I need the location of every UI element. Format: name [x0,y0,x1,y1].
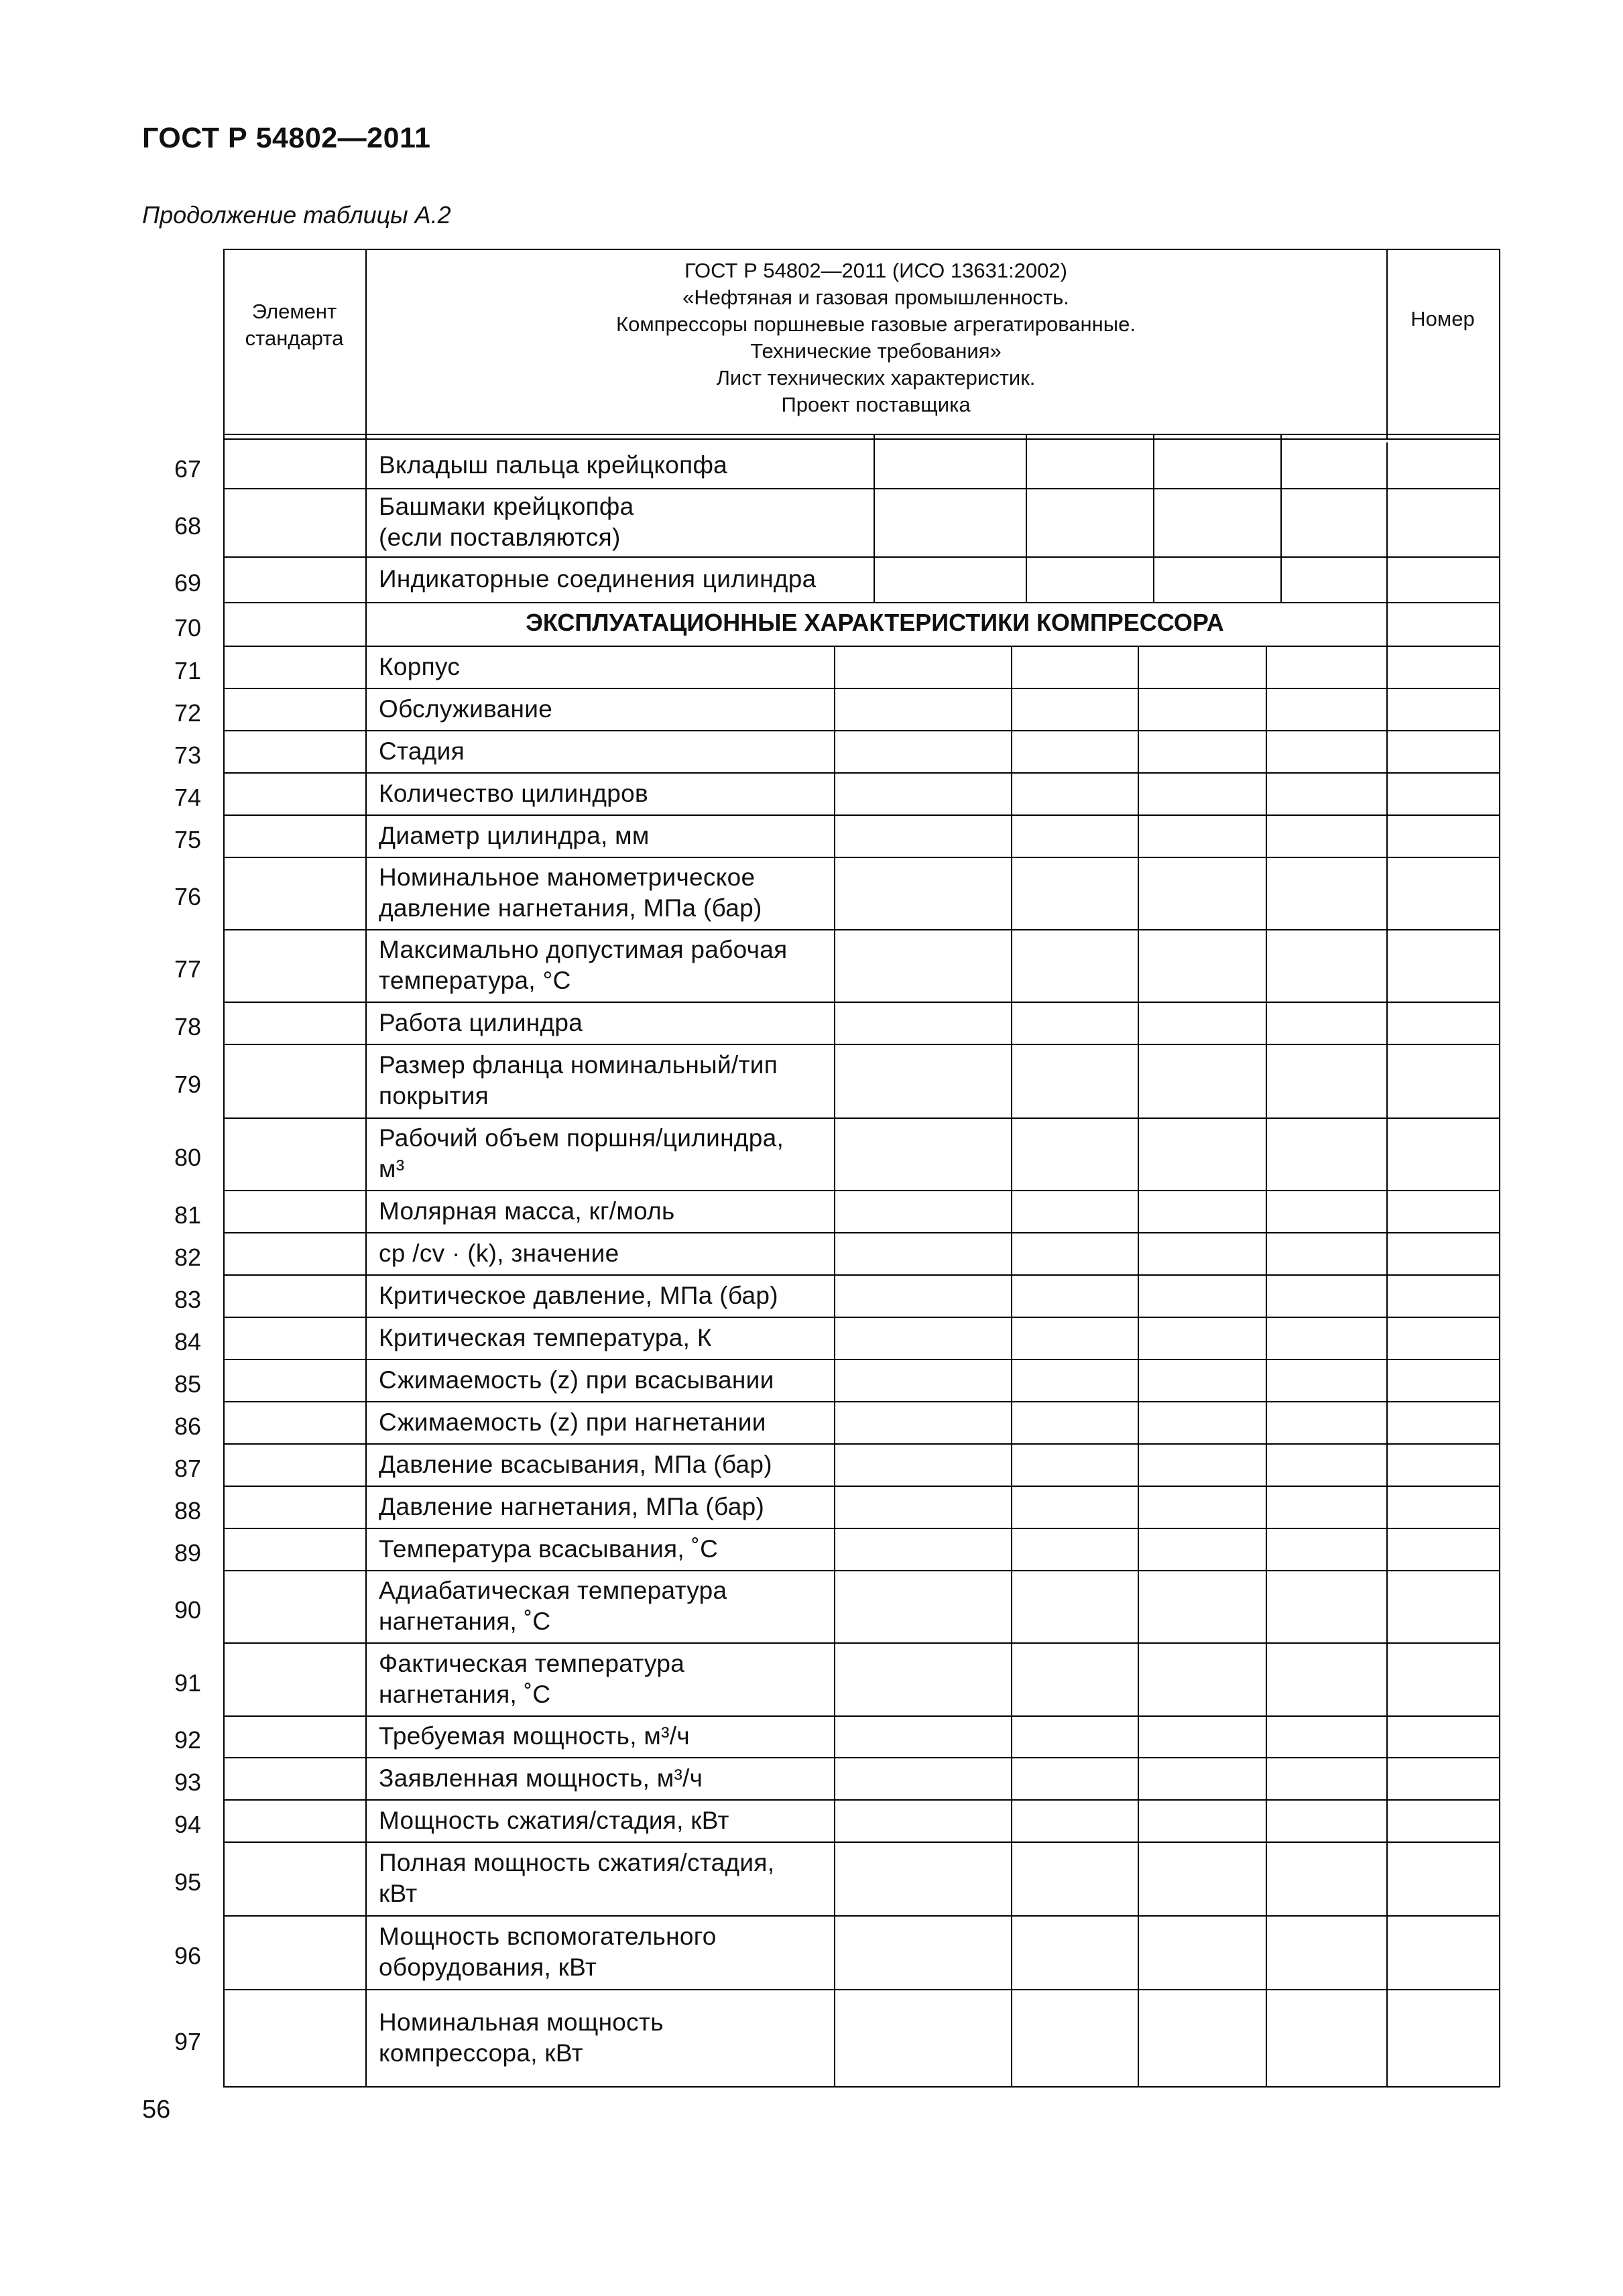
value-column-rule [1266,1989,1267,2086]
header-title-line: Проект поставщика [781,393,971,416]
value-column-rule [1138,1715,1139,1757]
value-column-stub [874,434,875,442]
row-number: 95 [174,1868,201,1896]
row-rule [223,488,1500,489]
row-parameter-label: Индикаторные соединения цилиндра [379,565,817,593]
row-parameter-label: Номинальная мощность [379,2008,664,2036]
value-column-rule [874,442,875,488]
value-column-rule [1138,730,1139,772]
value-column-rule [1011,1528,1012,1570]
row-number: 97 [174,2027,201,2055]
value-column-rule [1386,1841,1388,1915]
value-column-rule [1266,1486,1267,1528]
row-rule [223,1359,1500,1360]
value-column-rule [1153,442,1154,488]
value-column-rule [1138,1570,1139,1642]
value-column-rule [1266,1274,1267,1317]
row-rule [223,1757,1500,1758]
value-column-rule [834,1002,835,1044]
value-column-rule [1266,814,1267,857]
value-column-rule [1138,646,1139,688]
row-parameter-label: Критическое давление, МПа (бар) [379,1281,778,1309]
row-rule [223,857,1500,858]
value-column-rule [834,857,835,929]
row-rule [223,1915,1500,1917]
value-column-rule [1011,730,1012,772]
row-number: 83 [174,1285,201,1313]
value-column-rule [834,1317,835,1359]
row-parameter-label: Фактическая температура [379,1649,685,1677]
row-number: 68 [174,512,201,540]
value-column-rule [1386,1274,1388,1317]
value-column-rule [1386,1757,1388,1799]
row-number: 79 [174,1071,201,1098]
value-column-rule [834,1528,835,1570]
row-number: 74 [174,783,201,811]
value-column-rule [1138,1002,1139,1044]
value-column-rule [1386,1528,1388,1570]
value-column-rule [1011,1401,1012,1443]
row-parameter-label: (если поставляются) [379,524,621,551]
row-number: 88 [174,1496,201,1524]
value-column-rule [834,730,835,772]
value-column-rule [1011,1841,1012,1915]
row-parameter-label: Давление нагнетания, МПа (бар) [379,1492,765,1520]
row-parameter-label: Мощность вспомогательного [379,1923,717,1950]
value-column-rule [834,646,835,688]
value-column-rule [1138,1232,1139,1274]
value-column-rule [1386,1317,1388,1359]
row-rule [223,1799,1500,1801]
header-title-line: Компрессоры поршневые газовые агрегатированные. [616,312,1136,336]
value-column-rule [1266,1799,1267,1841]
value-column-rule [834,1359,835,1401]
value-column-rule [1138,772,1139,814]
value-column-rule [1138,1274,1139,1317]
row-rule [223,1002,1500,1003]
value-column-rule [1386,1190,1388,1232]
value-column-rule [1011,857,1012,929]
value-column-rule [1386,1401,1388,1443]
row-number: 91 [174,1669,201,1697]
value-column-rule [834,1841,835,1915]
value-column-rule [1266,1915,1267,1989]
value-column-rule [1011,1359,1012,1401]
value-column-rule [1386,488,1388,556]
row-rule [223,1989,1500,1990]
value-column-rule [1386,814,1388,857]
header-element-line: Элемент [251,300,337,323]
row-parameter-label: Максимально допустимая рабочая [379,936,788,963]
value-column-rule [1138,857,1139,929]
value-column-rule [1138,1486,1139,1528]
value-column-rule [834,1190,835,1232]
row-parameter-label: Адиабатическая температура [379,1577,727,1604]
value-column-rule [1386,1232,1388,1274]
value-column-rule [834,1570,835,1642]
value-column-rule [1280,488,1282,556]
row-rule [223,1841,1500,1843]
value-column-rule [834,814,835,857]
value-column-rule [1266,1317,1267,1359]
row-parameter-label: Температура всасывания, ˚С [379,1534,719,1563]
row-rule [223,556,1500,558]
value-column-rule [1386,857,1388,929]
value-column-rule [834,1044,835,1117]
value-column-rule [1386,730,1388,772]
value-column-rule [1266,688,1267,730]
row-number: 76 [174,883,201,910]
value-column-rule [1266,1642,1267,1715]
row-number: 93 [174,1768,201,1796]
row-parameter-label: Обслуживание [379,694,553,723]
value-column-rule [1138,1401,1139,1443]
value-column-rule [1386,1002,1388,1044]
value-column-rule [1138,1190,1139,1232]
value-column-rule [834,1989,835,2086]
row-rule [223,1570,1500,1571]
value-column-rule [1011,1570,1012,1642]
row-parameter-label: оборудования, кВт [379,1953,597,1981]
row-rule [223,730,1500,731]
row-parameter-label: Стадия [379,737,465,765]
value-column-rule [1386,772,1388,814]
value-column-rule [1266,1044,1267,1117]
row-rule [223,2086,1500,2088]
table-top-border [223,249,1500,250]
value-column-rule [834,1799,835,1841]
row-number: 87 [174,1454,201,1482]
row-parameter-label: Молярная масса, кг/моль [379,1197,675,1225]
value-column-stub [1153,434,1154,442]
value-column-rule [834,1715,835,1757]
row-parameter-label: Работа цилиндра [379,1008,583,1036]
header-title-line: ГОСТ Р 54802—2011 (ИСО 13631:2002) [684,259,1067,282]
row-rule [223,602,1500,603]
value-column-rule [874,556,875,602]
row-parameter-label: нагнетания, ˚С [379,1680,551,1708]
value-column-rule [1386,1359,1388,1401]
row-number: 78 [174,1012,201,1040]
value-column-rule [1138,814,1139,857]
number-column-rule [1386,249,1388,440]
row-parameter-label: покрытия [379,1082,489,1109]
row-parameter-label: Заявленная мощность, м³/ч [379,1764,703,1792]
value-column-rule [1011,1799,1012,1841]
value-column-rule [1266,1117,1267,1190]
row-parameter-label: Сжимаемость (z) при нагнетании [379,1408,766,1436]
header-element-of-standard [223,298,365,352]
row-number: 90 [174,1596,201,1624]
row-rule [223,1486,1500,1487]
value-column-rule [1011,1989,1012,2086]
document-standard-title: ГОСТ Р 54802—2011 [142,122,431,154]
value-column-rule [1280,442,1282,488]
row-rule [223,688,1500,689]
value-column-stub [1026,434,1027,442]
value-column-rule [1266,857,1267,929]
value-column-rule [1026,556,1027,602]
header-title-line: Технические требования» [750,339,1002,363]
value-column-rule [1266,1841,1267,1915]
value-column-rule [1386,1443,1388,1486]
row-parameter-label: температура, °С [379,967,571,994]
value-column-stub [1280,434,1282,442]
value-column-rule [1266,730,1267,772]
value-column-rule [1386,1642,1388,1715]
row-number: 77 [174,955,201,983]
row-rule [223,929,1500,930]
value-column-rule [1153,556,1154,602]
value-column-rule [1011,1915,1012,1989]
value-column-rule [1280,556,1282,602]
row-parameter-label: Рабочий объем поршня/цилиндра, [379,1124,784,1152]
row-rule [223,1274,1500,1276]
row-parameter-label: Критическая температура, К [379,1323,712,1351]
value-column-rule [834,1443,835,1486]
value-column-rule [1138,929,1139,1002]
value-column-rule [1386,1715,1388,1757]
value-column-rule [1138,1989,1139,2086]
row-number: 67 [174,455,201,483]
value-column-rule [1138,1528,1139,1570]
row-rule [223,1044,1500,1045]
number-column-rule [1386,602,1388,646]
row-parameter-label: Диаметр цилиндра, мм [379,821,650,849]
value-column-rule [1011,1642,1012,1715]
value-column-rule [1011,1757,1012,1799]
value-column-rule [1386,1117,1388,1190]
page-number: 56 [142,2096,171,2124]
value-column-rule [1138,1443,1139,1486]
value-column-rule [1266,929,1267,1002]
row-rule [223,646,1500,647]
header-element-line: стандарта [245,326,344,350]
row-number: 75 [174,825,201,853]
row-parameter-label: м³ [379,1155,405,1183]
header-title-block [365,257,1386,418]
row-rule [223,1232,1500,1233]
value-column-rule [834,1401,835,1443]
row-number: 72 [174,699,201,727]
value-column-rule [1386,1486,1388,1528]
value-column-rule [1011,1117,1012,1190]
value-column-rule [1138,1841,1139,1915]
value-column-rule [1386,646,1388,688]
row-number: 71 [174,656,201,684]
value-column-rule [1386,1044,1388,1117]
value-column-rule [834,688,835,730]
row-parameter-label: Давление всасывания, МПа (бар) [379,1450,772,1478]
header-number-column: Номер [1410,307,1475,330]
value-column-rule [1011,1190,1012,1232]
row-number: 73 [174,741,201,769]
row-parameter-label: Корпус [379,652,461,680]
value-column-rule [1266,1190,1267,1232]
row-number: 81 [174,1201,201,1229]
value-column-rule [1011,1044,1012,1117]
value-column-rule [1011,688,1012,730]
row-parameter-label: компрессора, кВт [379,2039,583,2067]
value-column-rule [1266,646,1267,688]
value-column-rule [1011,814,1012,857]
value-column-rule [1011,1715,1012,1757]
value-column-rule [1138,1359,1139,1401]
value-column-rule [1386,1799,1388,1841]
value-column-rule [834,1915,835,1989]
row-parameter-label: Полная мощность сжатия/стадия, [379,1849,775,1876]
value-column-rule [1138,1757,1139,1799]
value-column-rule [1386,442,1388,488]
header-title-line: Лист технических характеристик. [716,366,1036,389]
row-number: 82 [174,1243,201,1271]
value-column-rule [1138,1044,1139,1117]
element-column-rule [365,249,367,2088]
row-parameter-label: Башмаки крейцкопфа [379,493,634,520]
value-column-rule [1386,556,1388,602]
row-number: 84 [174,1327,201,1355]
row-parameter-label: Сжимаемость (z) при всасывании [379,1366,774,1394]
row-number: 94 [174,1810,201,1838]
row-rule [223,1190,1500,1191]
value-column-rule [1266,1002,1267,1044]
row-parameter-label: cp /cv · (k), значение [379,1239,619,1267]
value-column-rule [1026,488,1027,556]
section-heading: ЭКСПЛУАТАЦИОННЫЕ ХАРАКТЕРИСТИКИ КОМПРЕССОРА [526,608,1224,636]
value-column-rule [1386,688,1388,730]
value-column-rule [1011,772,1012,814]
row-rule [223,1443,1500,1445]
value-column-rule [1266,1443,1267,1486]
value-column-rule [834,1642,835,1715]
value-column-rule [1011,1317,1012,1359]
table-continuation-caption: Продолжение таблицы А.2 [142,201,451,229]
value-column-rule [1138,1117,1139,1190]
row-rule [223,772,1500,774]
value-column-rule [874,488,875,556]
header-bottom-rule [223,434,1500,435]
row-rule [223,1642,1500,1644]
table-right-border [1499,249,1500,2088]
row-number: 69 [174,569,201,597]
value-column-rule [1386,1570,1388,1642]
value-column-rule [1266,1401,1267,1443]
row-parameter-label: Размер фланца номинальный/тип [379,1051,778,1079]
row-parameter-label: Количество цилиндров [379,779,648,807]
row-number: 96 [174,1942,201,1970]
value-column-rule [834,1117,835,1190]
value-column-rule [1386,1915,1388,1989]
row-parameter-label: нагнетания, ˚С [379,1608,551,1635]
value-column-rule [834,929,835,1002]
row-number: 70 [174,613,201,642]
row-number: 85 [174,1370,201,1398]
table-left-border [223,249,225,2088]
value-column-rule [1266,1359,1267,1401]
row-parameter-label: Вкладыш пальца крейцкопфа [379,451,728,479]
header-double-rule [223,438,1500,440]
row-parameter-label: Мощность сжатия/стадия, кВт [379,1806,729,1834]
value-column-rule [834,1274,835,1317]
row-parameter-label: Номинальное манометрическое [379,863,756,891]
value-column-rule [1138,1317,1139,1359]
value-column-rule [1011,1232,1012,1274]
row-number: 89 [174,1538,201,1567]
value-column-rule [1011,1486,1012,1528]
row-parameter-label: кВт [379,1880,418,1907]
value-column-rule [1386,929,1388,1002]
value-column-rule [1011,929,1012,1002]
row-rule [223,1528,1500,1529]
value-column-rule [1266,1232,1267,1274]
row-parameter-label: Требуемая мощность, м³/ч [379,1722,690,1750]
value-column-rule [1011,1443,1012,1486]
value-column-rule [1011,646,1012,688]
value-column-rule [1266,1757,1267,1799]
row-parameter-label: давление нагнетания, МПа (бар) [379,894,762,922]
row-number: 92 [174,1726,201,1754]
value-column-rule [1026,442,1027,488]
row-rule [223,1401,1500,1402]
row-rule [223,1117,1500,1119]
value-column-rule [1266,1528,1267,1570]
row-rule [223,1317,1500,1318]
row-rule [223,1715,1500,1717]
row-rule [223,814,1500,816]
value-column-rule [834,1757,835,1799]
value-column-rule [1138,688,1139,730]
value-column-rule [834,1232,835,1274]
value-column-rule [834,772,835,814]
value-column-rule [1011,1274,1012,1317]
value-column-rule [1011,1002,1012,1044]
value-column-rule [834,1486,835,1528]
value-column-rule [1386,1989,1388,2086]
value-column-rule [1138,1642,1139,1715]
value-column-rule [1138,1915,1139,1989]
value-column-rule [1266,1570,1267,1642]
row-number: 80 [174,1144,201,1171]
value-column-rule [1138,1799,1139,1841]
row-number: 86 [174,1412,201,1440]
value-column-rule [1153,488,1154,556]
value-column-rule [1266,772,1267,814]
value-column-rule [1266,1715,1267,1757]
header-title-line: «Нефтяная и газовая промышленность. [682,286,1069,309]
